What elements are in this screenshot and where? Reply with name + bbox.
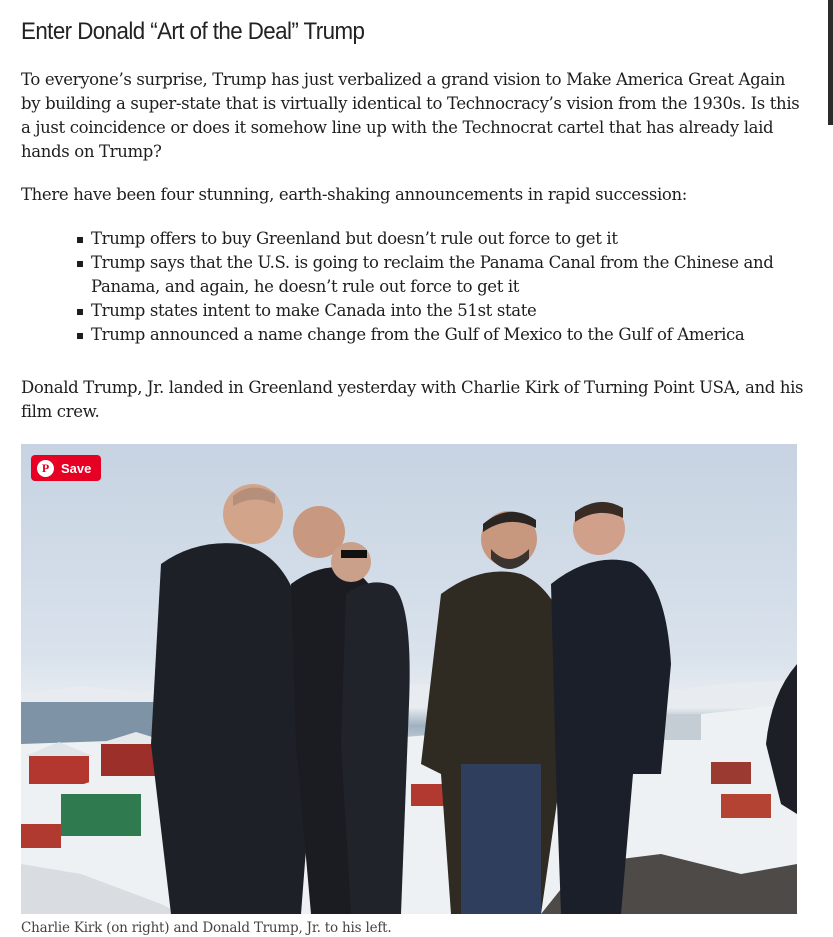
photo-scene (21, 444, 797, 914)
intro-paragraph: To everyone’s surprise, Trump has just verbalized a grand vision to Make America Great Again by building a super-state that is virtually identical to Technocracy’s vision from the 1930s. Is this a just coincidence or does it somehow line up with the Technocrat cartel that has already laid hands on Trump? (21, 70, 800, 161)
pinterest-icon: P (37, 460, 54, 477)
list-item: Trump offers to buy Greenland but doesn’t rule out force to get it (91, 227, 811, 251)
list-item: Trump states intent to make Canada into the 51st state (91, 299, 811, 323)
greenland-paragraph: Donald Trump, Jr. landed in Greenland yesterday with Charlie Kirk of Turning Point USA, and his film crew. (21, 378, 804, 421)
section-heading: Enter Donald “Art of the Deal” Trump (21, 18, 365, 45)
photo-caption: Charlie Kirk (on right) and Donald Trump, Jr. to his left. (21, 920, 392, 936)
pinterest-save-button[interactable] (31, 455, 101, 481)
list-item: Trump says that the U.S. is going to reclaim the Panama Canal from the Chinese and Panama, and again, he doesn’t rule out force to get it (91, 251, 811, 299)
article-photo (21, 444, 797, 914)
announcements-list (21, 227, 811, 347)
scrollbar-edge[interactable] (828, 0, 833, 125)
list-item: Trump announced a name change from the Gulf of Mexico to the Gulf of America (91, 323, 811, 347)
save-button-label: Save (61, 460, 92, 476)
announcements-intro: There have been four stunning, earth-shaking announcements in rapid succession: (21, 185, 687, 204)
